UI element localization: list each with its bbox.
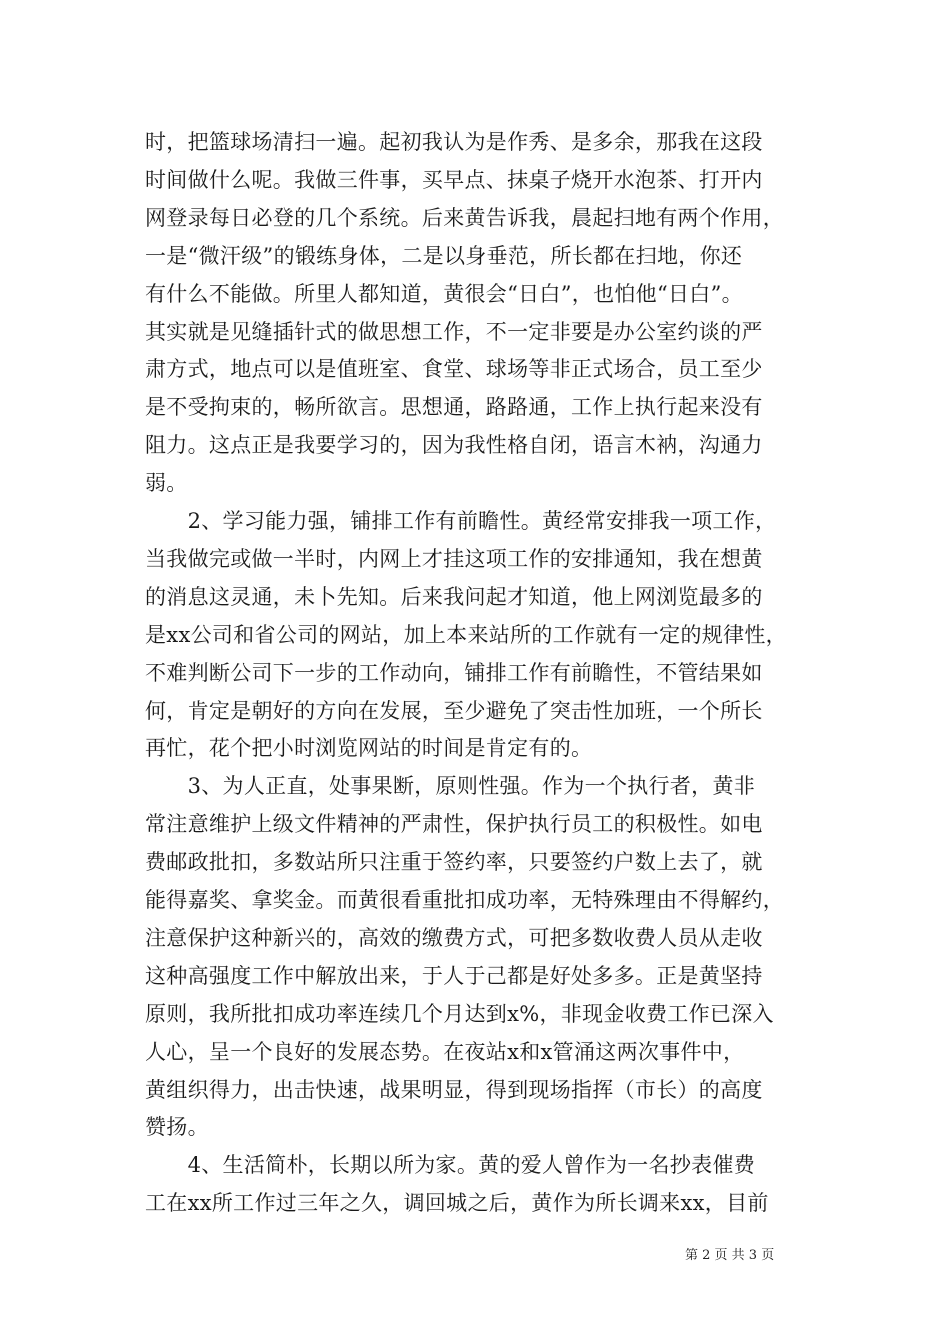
text-line: 肃方式，地点可以是值班室、食堂、球场等非正式场合，员工至少: [145, 357, 763, 381]
text-line: 工在xx所工作过三年之久，调回城之后，黄作为所长调来xx，目前: [145, 1191, 769, 1215]
text-line: 是xx公司和省公司的网站，加上本来站所的工作就有一定的规律性，: [145, 623, 787, 647]
text-line: 4、生活简朴，长期以所为家。黄的爱人曾作为一名抄表催费: [145, 1153, 756, 1177]
text-line: 时间做什么呢。我做三件事，买早点、抹桌子烧开水泡茶、打开内: [145, 168, 763, 192]
text-line: 阻力。这点正是我要学习的，因为我性格自闭，语言木衲，沟通力: [145, 433, 763, 457]
text-line: 再忙，花个把小时浏览网站的时间是肯定有的。: [145, 736, 593, 760]
text-line: 人心，呈一个良好的发展态势。在夜站x和x管涌这两次事件中，: [145, 1040, 745, 1064]
text-line: 时，把篮球场清扫一遍。起初我认为是作秀、是多余，那我在这段: [145, 130, 763, 154]
text-line: 弱。: [145, 471, 188, 495]
text-line: 是不受拘束的，畅所欲言。思想通，路路通，工作上执行起来没有: [145, 395, 763, 419]
text-line: 其实就是见缝插针式的做思想工作，不一定非要是办公室约谈的严: [145, 320, 763, 344]
text-line: 2、学习能力强，铺排工作有前瞻性。黄经常安排我一项工作，: [145, 509, 777, 533]
text-line: 不难判断公司下一步的工作动向，铺排工作有前瞻性，不管结果如: [145, 661, 763, 685]
text-line: 网登录每日必登的几个系统。后来黄告诉我，晨起扫地有两个作用，: [145, 206, 784, 230]
text-line: 一是“微汗级”的锻练身体，二是以身垂范，所长都在扫地，你还: [145, 244, 743, 268]
text-line: 常注意维护上级文件精神的严肃性，保护执行员工的积极性。如电: [145, 812, 763, 836]
text-line: 有什么不能做。所里人都知道，黄很会“日白”，也怕他“日白”。: [145, 282, 743, 306]
text-line: 何，肯定是朝好的方向在发展，至少避免了突击性加班，一个所长: [145, 699, 763, 723]
text-line: 费邮政批扣，多数站所只注重于签约率，只要签约户数上去了，就: [145, 850, 763, 874]
text-line: 黄组织得力，出击快速，战果明显，得到现场指挥（市长）的高度: [145, 1078, 763, 1102]
text-line: 当我做完或做一半时，内网上才挂这项工作的安排通知，我在想黄: [145, 547, 763, 571]
page-number-footer: 第 2 页 共 3 页: [685, 1248, 775, 1263]
text-line: 能得嘉奖、拿奖金。而黄很看重批扣成功率，无特殊理由不得解约，: [145, 888, 784, 912]
text-line: 原则，我所批扣成功率连续几个月达到x%，非现金收费工作已深入: [145, 1002, 774, 1026]
text-line: 赞扬。: [145, 1115, 209, 1139]
text-line: 的消息这灵通，未卜先知。后来我问起才知道，他上网浏览最多的: [145, 585, 763, 609]
text-line: 这种高强度工作中解放出来，于人于己都是好处多多。正是黄坚持: [145, 964, 763, 988]
text-line: 3、为人正直，处事果断，原则性强。作为一个执行者，黄非: [145, 774, 756, 798]
text-line: 注意保护这种新兴的，高效的缴费方式，可把多数收费人员从走收: [145, 926, 763, 950]
